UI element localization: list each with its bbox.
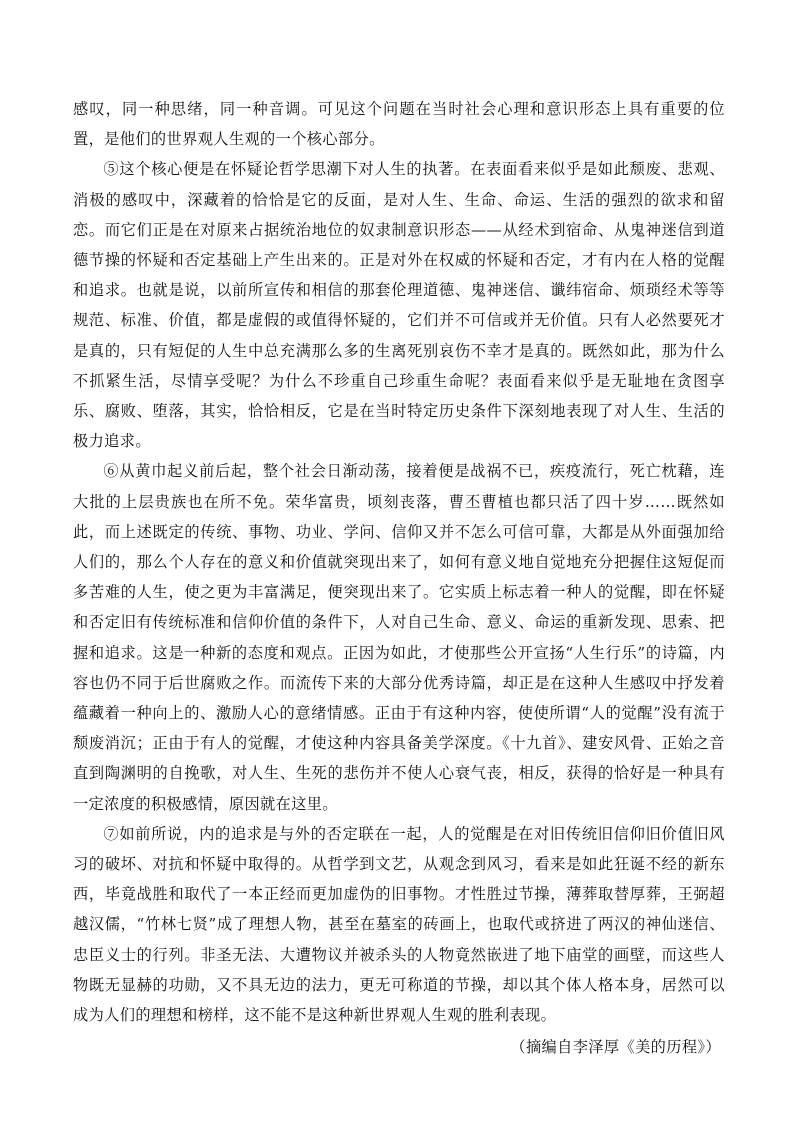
paragraph-6: ⑥从黄巾起义前后起，整个社会日渐动荡，接着便是战祸不已，疾疫流行，死亡枕藉，连大批的上层贵族也在所不免。荣华富贵，顷刻丧落，曹丕曹植也都只活了四十岁……既然如此，而上述既定的传统、事物、功业、学问、信仰又并不怎么可信可靠，大都是从外面强加给人们的，那么个人存在的意义和价值就突现出来了，如何有意义地自觉地充分把握住这短促而多苦难的人生，使之更为丰富满足，便突现出来了。它实质上标志着一种人的觉醒，即在怀疑和否定旧有传统标准和信仰价值的条件下，人对自己生命、意义、命运的重新发现、思索、把握和追求。这是一种新的态度和观点。正因为如此，才使那些公开宣扬“人生行乐”的诗篇，内容也仍不同于后世腐败之作。而流传下来的大部分优秀诗篇，却正是在这种人生感叹中抒发着蕴藏着一种向上的、激励人心的意绪情感。正由于有这种内容，使使所谓“人的觉醒”没有流于颓废消沉；正由于有人的觉醒，才使这种内容具备美学深度。《十九首》、建安风骨、正始之音直到陶渊明的自挽歌，对人生、生死的悲伤并不使人心衰气丧，相反，获得的恰好是一种具有一定浓度的积极感情，原因就在这里。 [73,462,725,813]
paragraph-7: ⑦如前所说，内的追求是与外的否定联在一起，人的觉醒是在对旧传统旧信仰旧价值旧风习的破坏、对抗和怀疑中取得的。从哲学到文艺，从观念到风习，看来是如此狂诞不经的新东西，毕竟战胜和取代了一本正经而更加虚伪的旧事物。才性胜过节操，薄葬取替厚葬，王弼超越汉儒，“竹林七贤”成了理想人物，甚至在墓室的砖画上，也取代或挤进了两汉的神仙迷信、忠臣义士的行列。非圣无法、大遭物议并被杀头的人物竟然嵌进了地下庙堂的画壁，而这些人物既无显赫的功勋，又不具无边的法力，更无可称道的节操，却以其个体人格本身，居然可以成为人们的理想和榜样，这不能不是这种新世界观人生观的胜利表现。 [73,824,725,1025]
paragraph-5: ⑤这个核心便是在怀疑论哲学思潮下对人生的执著。在表面看来似乎是如此颓废、悲观、消极的感叹中，深藏着的恰恰是它的反面，是对人生、生命、命运、生活的强烈的欲求和留恋。而它们正是在对原来占据统治地位的奴隶制意识形态——从经术到宿命、从鬼神迷信到道德节操的怀疑和否定基础上产生出来的。正是对外在权威的怀疑和否定，才有内在人格的觉醒和追求。也就是说，以前所宣传和相信的那套伦理道德、鬼神迷信、谶纬宿命、烦琐经术等等规范、标准、价值，都是虚假的或值得怀疑的，它们并不可信或并无价值。只有人必然要死才是真的，只有短促的人生中总充满那么多的生离死别哀伤不幸才是真的。既然如此，那为什么不抓紧生活，尽情享受呢？为什么不珍重自己珍重生命呢？表面看来似乎是无耻地在贪图享乐、腐败、堕落，其实，恰恰相反，它是在当时特定历史条件下深刻地表现了对人生、生活的极力追求。 [73,160,725,451]
source-citation: （摘编自李泽厚《美的历程》） [510,1038,721,1057]
paragraph-intro: 感叹，同一种思绪，同一种音调。可见这个问题在当时社会心理和意识形态上具有重要的位置，是他们的世界观人生观的一个核心部分。 [73,100,725,149]
document-page [73,94,725,1062]
